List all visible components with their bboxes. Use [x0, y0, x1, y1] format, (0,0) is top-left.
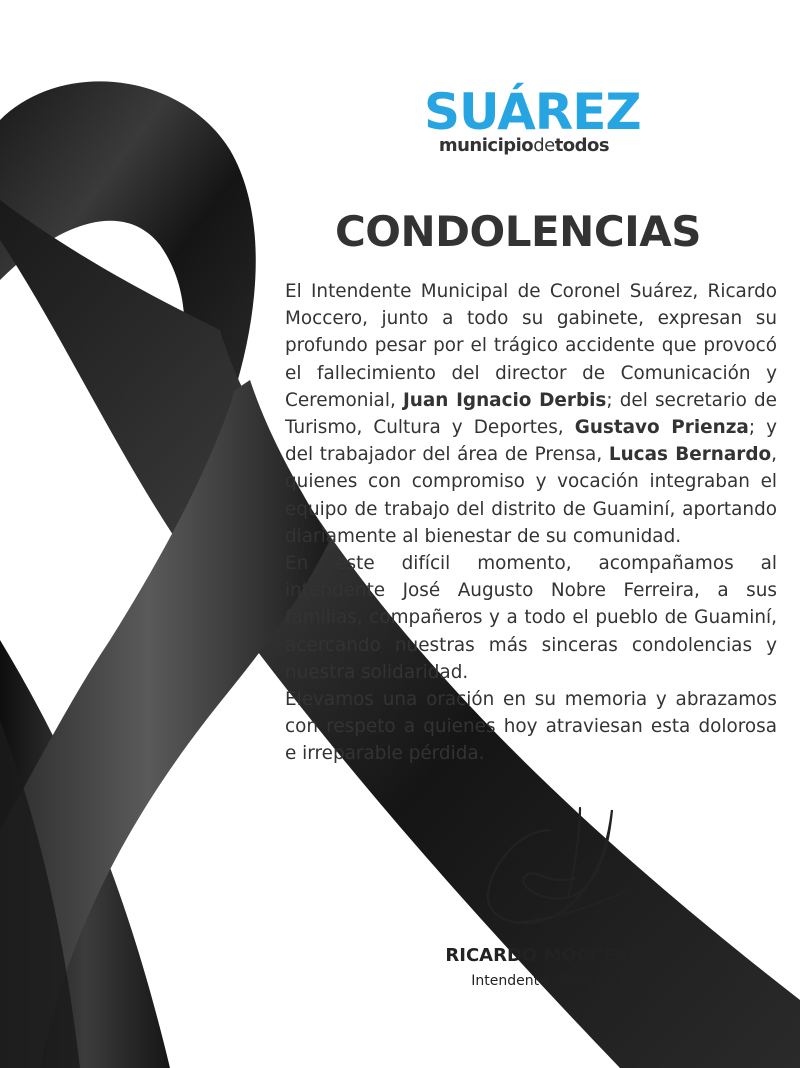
- logo-tagline-part2: de: [533, 135, 555, 156]
- condolence-body: [285, 278, 777, 768]
- paragraph-1: [285, 278, 777, 550]
- logo-tagline-part3: todos: [554, 135, 610, 156]
- paragraph-2: En este difícil momento, acompañamos al intendente José Augusto Nobre Ferreira, a sus familias, compañeros y a todo el pueblo de Guaminí, acercando nuestras más sinceras condolencias y nuestra solidaridad.: [285, 553, 777, 683]
- paragraph-1-sep2: ; y del trabajador del área de Prensa,: [285, 417, 777, 466]
- signer-role: Intendente Municipal: [471, 973, 619, 989]
- deceased-name-3: Lucas Bernardo: [608, 444, 772, 466]
- handwritten-signature: [480, 790, 630, 940]
- paragraph-1-outro: , quienes con compromiso y vocación integraban el equipo de trabajo del distrito de Guaminí, aportando diariamente al bienestar de su comunidad.: [285, 444, 777, 547]
- paragraph-1-sep1: ; del secretario de Turismo, Cultura y Deportes,: [285, 389, 777, 439]
- deceased-name-1: Juan Ignacio Derbis: [402, 389, 607, 411]
- municipality-logo: [424, 83, 641, 156]
- logo-tagline: [424, 136, 624, 156]
- signer-name: RICARDO MOCCERO: [445, 945, 645, 966]
- paragraph-3: Elevamos una oración en su memoria y abrazamos con respeto a quienes hoy atraviesan esta dolorosa e irreparable pérdida.: [285, 689, 777, 765]
- logo-tagline-part1: municipio: [438, 135, 534, 156]
- paragraph-1-intro: El Intendente Municipal de Coronel Suárez, Ricardo Moccero, junto a todo su gabinete, expresan su profundo pesar por el trágico accidente que provocó el fallecimiento del director de Comunicación y Ceremonial,: [285, 281, 777, 411]
- page-title: CONDOLENCIAS: [334, 207, 702, 256]
- signer-block: [400, 944, 690, 992]
- deceased-name-2: Gustavo Prienza: [574, 417, 749, 439]
- logo-brand: SUÁREZ: [424, 83, 641, 141]
